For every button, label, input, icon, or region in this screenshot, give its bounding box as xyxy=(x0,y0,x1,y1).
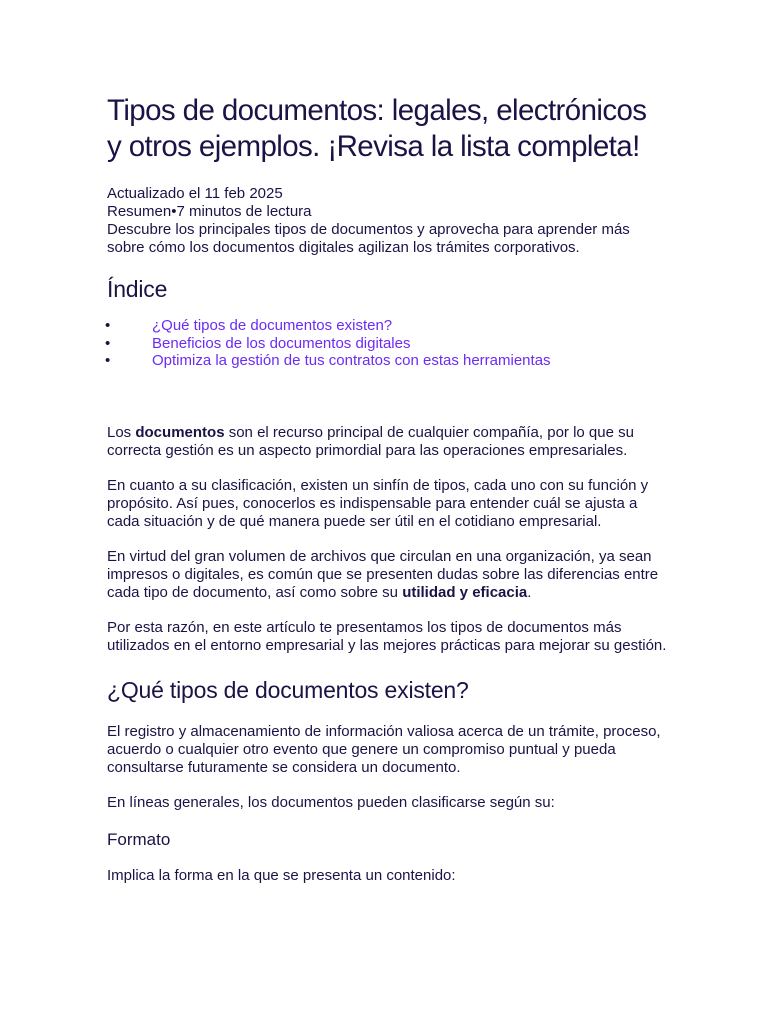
table-of-contents xyxy=(107,317,667,370)
bullet-icon: • xyxy=(105,334,111,352)
bold-documentos: documentos xyxy=(135,423,225,441)
bullet-icon: • xyxy=(105,317,111,334)
toc-link-optimiza[interactable]: Optimiza la gestión de tus contratos con estas herramientas xyxy=(152,352,551,370)
toc-link-beneficios[interactable]: Beneficios de los documentos digitales xyxy=(152,334,411,352)
bullet-icon: • xyxy=(105,352,111,370)
summary-reading-time: Resumen•7 minutos de lectura xyxy=(107,203,312,220)
article-title: Tipos de documentos: legales, electrónicos y otros ejemplos. ¡Revisa la lista completa! xyxy=(107,94,647,163)
text-segment: son el recurso principal de cualquier compañía, por lo que su correcta gestión es un aspecto primordial para las operaciones empresariales. xyxy=(107,423,634,459)
subheading-formato: Formato xyxy=(107,829,171,849)
index-heading: Índice xyxy=(107,276,168,302)
text-segment: Los xyxy=(107,423,136,441)
volume-paragraph xyxy=(107,548,667,602)
toc-item xyxy=(107,352,667,370)
definition-paragraph: El registro y almacenamiento de información valiosa acerca de un trámite, proceso, acuerdo o cualquier otro evento que genere un compromiso puntual y pueda consultarse futuramente se considera un documento. xyxy=(107,722,661,776)
article-content xyxy=(107,93,667,885)
article-description: Descubre los principales tipos de documentos y aprovecha para aprender más sobre cómo los documentos digitales agilizan los trámites corporativos. xyxy=(107,221,630,256)
text-segment: . xyxy=(527,583,532,601)
intro-paragraph xyxy=(107,424,667,460)
section-heading-tipos: ¿Qué tipos de documentos existen? xyxy=(107,676,469,703)
classification-paragraph: En cuanto a su clasificación, existen un sinfín de tipos, cada uno con su función y propósito. Así pues, conocerlos es indispensable para entender cuál se ajusta a cada situación y de qué manera puede ser útil en el cotidiano empresarial. xyxy=(107,476,649,530)
updated-date: Actualizado el 11 feb 2025 xyxy=(107,185,283,202)
toc-item xyxy=(107,317,667,335)
reason-paragraph: Por esta razón, en este artículo te presentamos los tipos de documentos más utilizados en el entorno empresarial y las mejores prácticas para mejorar su gestión. xyxy=(107,618,667,654)
toc-item xyxy=(107,335,667,353)
article-meta xyxy=(107,185,667,221)
toc-link-tipos[interactable]: ¿Qué tipos de documentos existen? xyxy=(152,317,393,334)
bold-utilidad: utilidad y eficacia xyxy=(402,583,528,601)
text-segment: En virtud del gran volumen de archivos que circulan en una organización, ya sean impresos o digitales, es común que se presenten dudas sobre las diferencias entre cada tipo de documento, así como sobre su xyxy=(107,547,659,601)
classification-intro: En líneas generales, los documentos pueden clasificarse según su: xyxy=(107,793,555,811)
formato-paragraph: Implica la forma en la que se presenta un contenido: xyxy=(107,866,456,884)
